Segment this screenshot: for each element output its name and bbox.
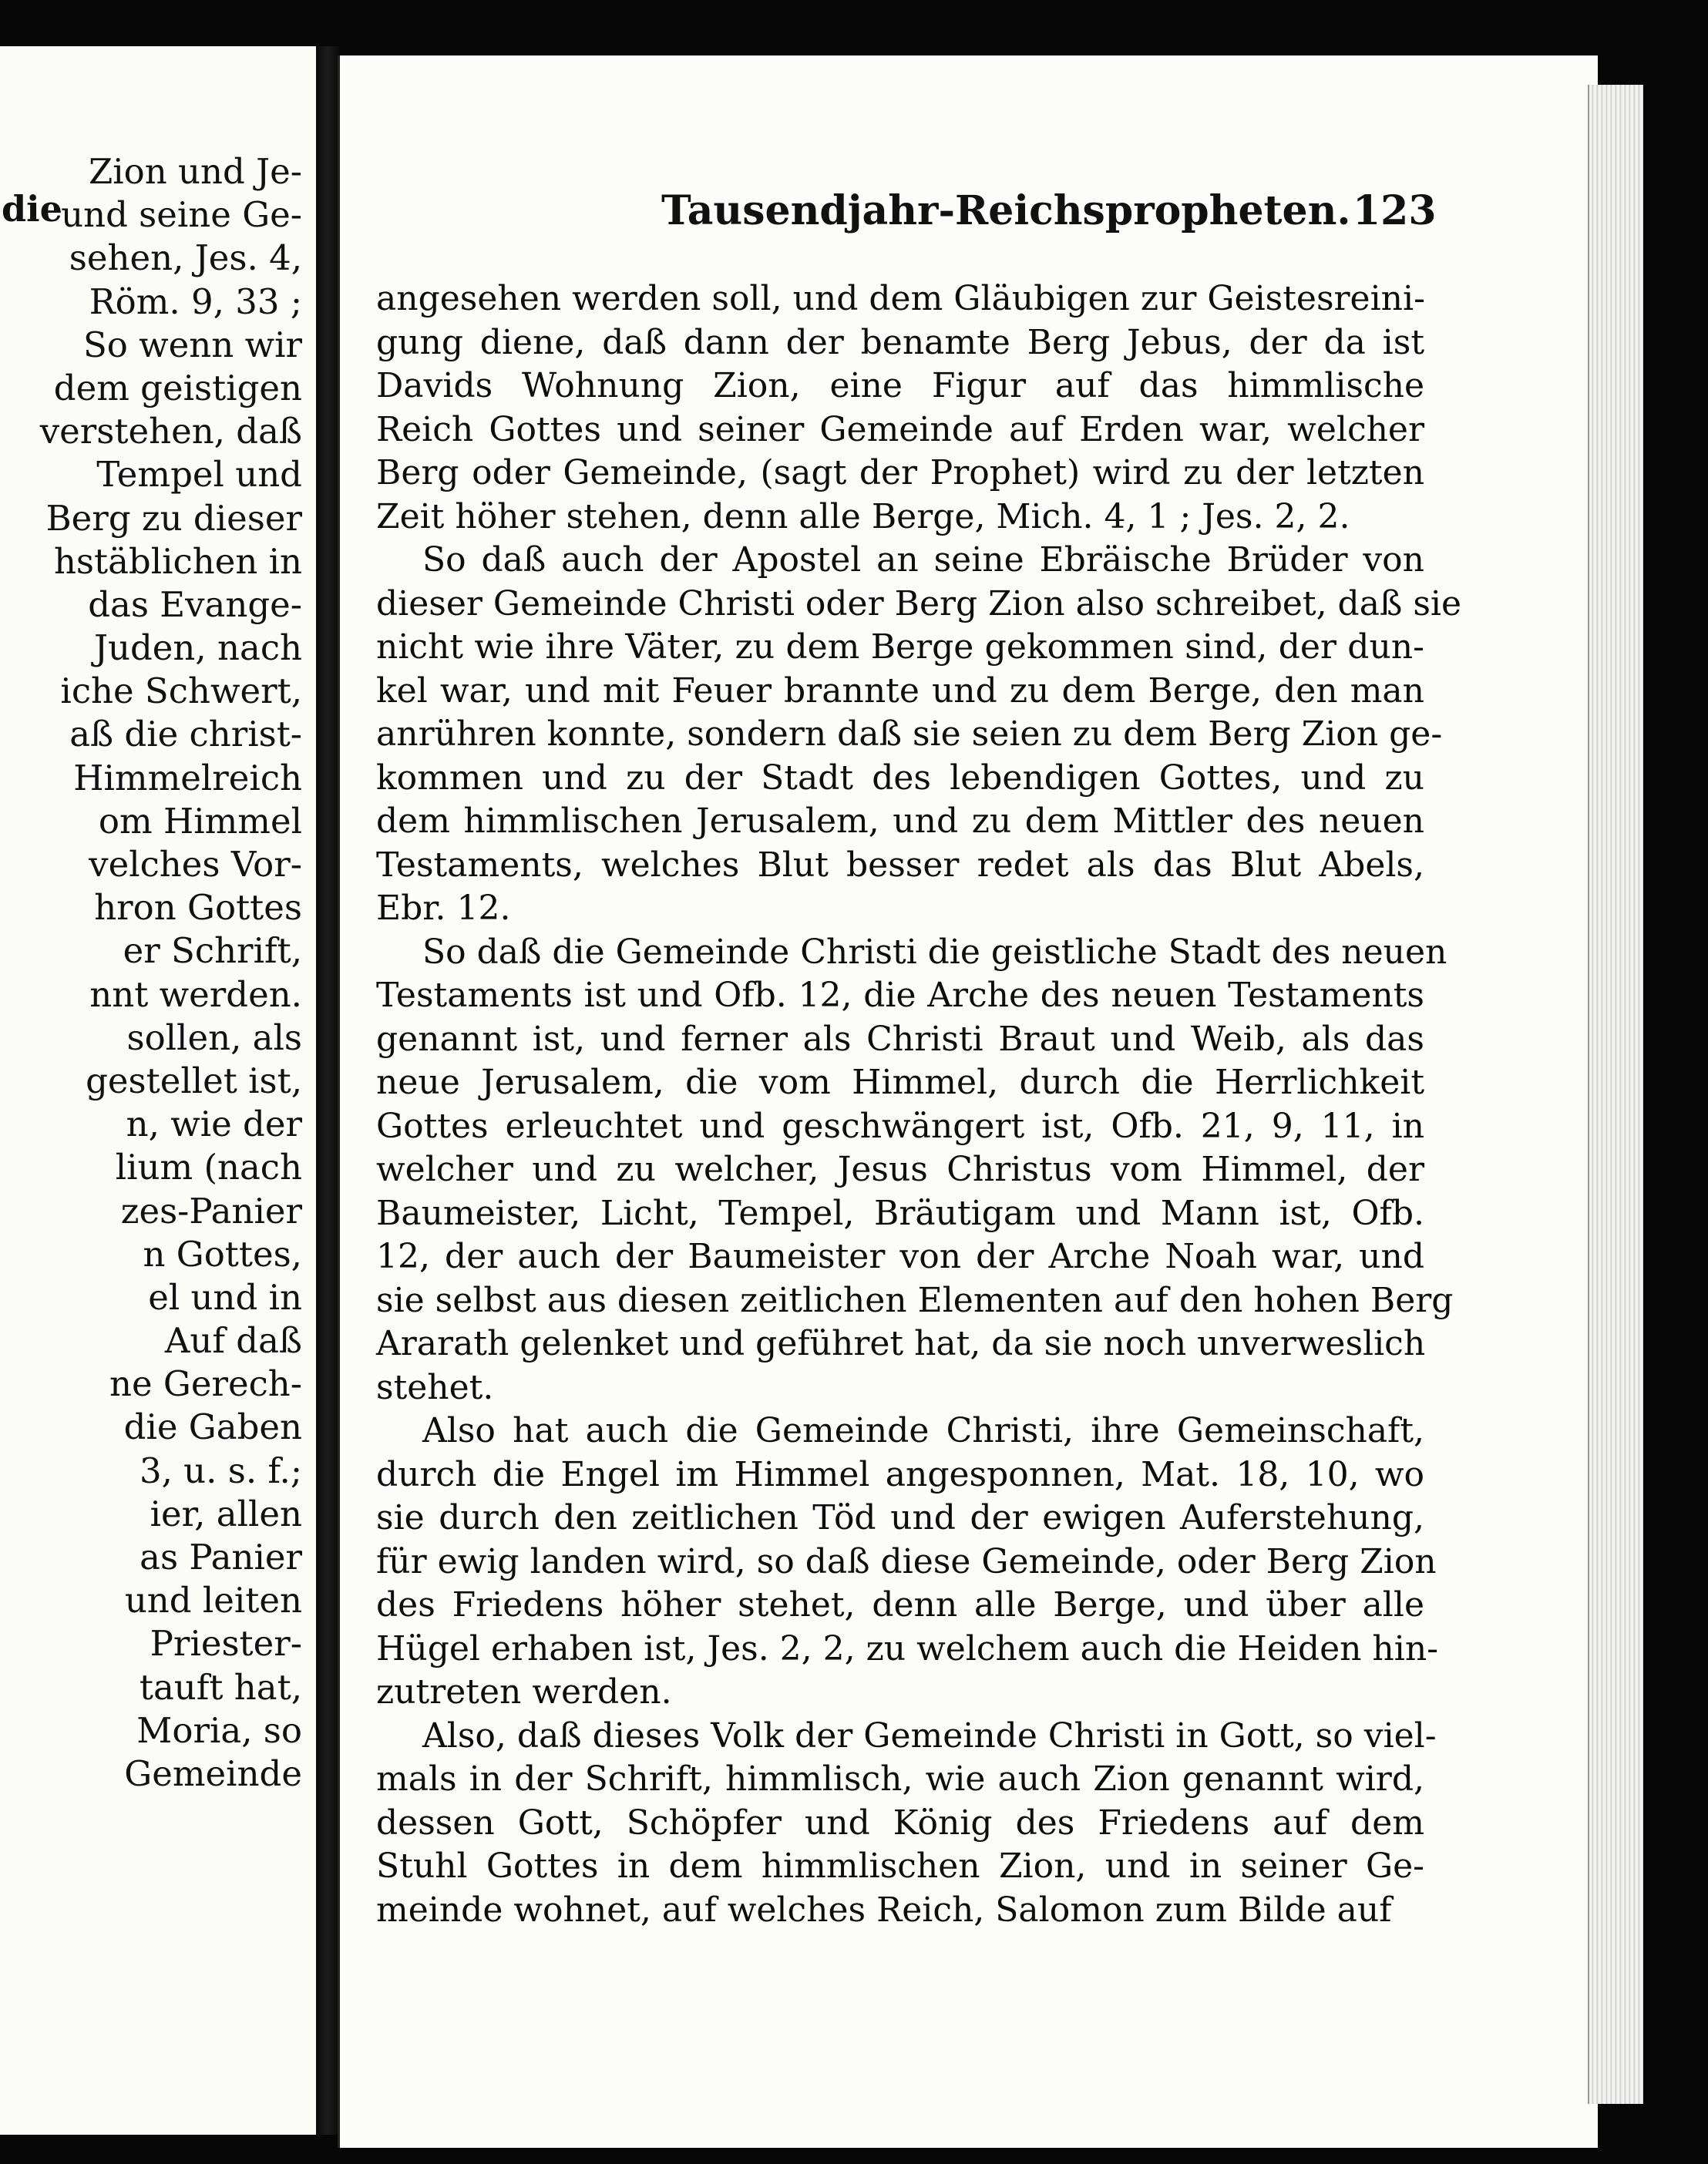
text-line: Testaments, welches Blut besser redet als das Blut Abels, [376, 845, 1424, 885]
left-page-line: er Schrift, [123, 930, 302, 972]
paragraph [376, 931, 1454, 1410]
left-page-line: n, wie der [126, 1104, 302, 1145]
text-line: Hügel erhaben ist, Jes. 2, 2, zu welchem auch die Heiden hin- [376, 1628, 1439, 1668]
left-page-line: nnt werden. [89, 973, 302, 1015]
text-line: genannt ist, und ferner als Christi Braut und Weib, als das [376, 1019, 1424, 1059]
text-line: sie selbst aus diesen zeitlichen Elementen auf den hohen Berg [376, 1280, 1454, 1320]
text-line: für ewig landen wird, so daß diese Gemeinde, oder Berg Zion [376, 1541, 1437, 1581]
text-line: So daß auch der Apostel an seine Ebräische Brüder von [422, 540, 1424, 580]
text-line: stehet. [376, 1367, 494, 1407]
left-page-line: ne Gerech- [109, 1363, 302, 1405]
left-page-line: velches Vor- [89, 844, 302, 885]
left-page-line: verstehen, daß [39, 411, 302, 452]
left-page-line: Moria, so [136, 1709, 302, 1751]
left-page-line: el und in [148, 1276, 302, 1318]
left-page-line: und leiten [124, 1580, 302, 1621]
left-page-line: Himmelreich [73, 757, 302, 798]
left-page-top-word: die [2, 188, 62, 230]
text-line: Testaments ist und Ofb. 12, die Arche des neuen Testaments [376, 976, 1424, 1015]
text-line: sie durch den zeitlichen Töd und der ewigen Auferstehung, [376, 1498, 1424, 1537]
text-line: meinde wohnet, auf welches Reich, Salomon zum Bilde auf [376, 1890, 1392, 1930]
text-line: neue Jerusalem, die vom Himmel, durch die Herrlichkeit [376, 1063, 1424, 1102]
left-page-line: gestellet ist, [86, 1060, 302, 1101]
paragraph [376, 277, 1424, 539]
text-line: zutreten werden. [376, 1672, 672, 1712]
left-page-line: lium (nach [115, 1147, 302, 1188]
text-line: durch die Engel im Himmel angesponnen, Mat. 18, 10, wo [376, 1454, 1424, 1494]
text-line: Davids Wohnung Zion, eine Figur auf das himmlische [376, 366, 1424, 405]
page-edge-stack [1588, 85, 1643, 2104]
text-line: Gottes erleuchtet und geschwängert ist, Ofb. 21, 9, 11, in [376, 1106, 1424, 1146]
book-gutter [316, 46, 339, 2135]
text-line: Also, daß dieses Volk der Gemeinde Christi in Gott, so viel- [422, 1715, 1437, 1756]
text-line: welcher und zu welcher, Jesus Christus vom Himmel, der [376, 1150, 1424, 1189]
text-line: Baumeister, Licht, Tempel, Bräutigam und Mann ist, Ofb. [376, 1193, 1424, 1233]
text-line: Ebr. 12. [376, 889, 511, 928]
left-page-line: ier, allen [150, 1493, 302, 1534]
text-line: anrühren konnte, sondern daß sie seien zu dem Berg Zion ge- [376, 714, 1443, 754]
text-line: kel war, und mit Feuer brannte und zu dem Berge, den man [376, 670, 1424, 711]
text-line: kommen und zu der Stadt des lebendigen Gottes, und zu [376, 758, 1424, 798]
left-page-line: as Panier [140, 1537, 302, 1578]
text-line: Berg oder Gemeinde, (sagt der Prophet) wird zu der letzten [376, 453, 1424, 492]
left-page-line: So wenn wir [82, 324, 302, 365]
left-page-line: Zion und Je- [89, 151, 302, 192]
text-line: Zeit höher stehen, denn alle Berge, Mich. 4, 1 ; Jes. 2, 2. [376, 496, 1350, 536]
left-page-line: Berg zu dieser [45, 497, 302, 539]
paragraph [376, 1715, 1437, 1933]
left-page-text [0, 150, 302, 1796]
left-page-line: zes-Panier [120, 1190, 302, 1232]
body-text [376, 277, 1462, 1932]
left-page-line: und seine Ge- [61, 194, 302, 236]
text-line: Ararath gelenket und geführet hat, da sie noch unverweslich [376, 1324, 1426, 1363]
text-line: So daß die Gemeinde Christi die geistliche Stadt des neuen [422, 932, 1447, 972]
text-line: nicht wie ihre Väter, zu dem Berge gekommen sind, der dun- [376, 627, 1424, 667]
text-line: angesehen werden soll, und dem Gläubigen zur Geistesreini- [376, 279, 1425, 318]
running-head: Tausendjahr-Reichspropheten. [661, 187, 1351, 234]
text-line: dessen Gott, Schöpfer und König des Friedens auf dem [376, 1803, 1424, 1843]
text-line: dieser Gemeinde Christi oder Berg Zion also schreibet, daß sie [376, 583, 1462, 623]
left-page-line: iche Schwert, [60, 670, 302, 712]
left-page-line: Priester- [150, 1623, 302, 1665]
left-page-line: Tempel und [96, 454, 302, 496]
text-line: Reich Gottes und seiner Gemeinde auf Erden war, welcher [376, 409, 1424, 449]
left-page-line: aß die christ- [69, 714, 302, 755]
left-page-line: 3, u. s. f.; [139, 1450, 302, 1491]
left-page-line: hron Gottes [94, 887, 302, 929]
left-page-line: Röm. 9, 33 ; [89, 281, 302, 322]
left-page-line: Juden, nach [93, 627, 302, 669]
text-line: des Friedens höher stehet, denn alle Berge, und über alle [376, 1585, 1424, 1625]
left-page-line: die Gaben [123, 1406, 302, 1448]
left-page-line: n Gottes, [143, 1233, 302, 1275]
left-page-line: Auf daß [164, 1320, 302, 1362]
text-line: Stuhl Gottes in dem himmlischen Zion, und in seiner Ge- [376, 1846, 1424, 1886]
page-number: 123 [1353, 187, 1437, 234]
text-line: dem himmlischen Jerusalem, und zu dem Mittler des neuen [376, 801, 1424, 841]
text-line: 12, der auch der Baumeister von der Arche Noah war, und [376, 1237, 1424, 1276]
left-page-line: Gemeinde [124, 1752, 302, 1794]
left-page-line: sollen, als [126, 1016, 302, 1058]
text-line: Also hat auch die Gemeinde Christi, ihre Gemeinschaft, [422, 1411, 1424, 1450]
left-page-line: tauft hat, [139, 1666, 302, 1708]
text-line: mals in der Schrift, himmlisch, wie auch Zion genannt wird, [376, 1759, 1424, 1799]
left-page-line: hstäblichen in [53, 540, 302, 582]
left-page-line: sehen, Jes. 4, [69, 237, 302, 279]
paragraph [376, 1410, 1439, 1715]
text-line: gung diene, daß dann der benamte Berg Jebus, der da ist [376, 322, 1424, 362]
paragraph [376, 539, 1462, 931]
left-page-line: das Evange- [88, 583, 302, 625]
left-page-line: dem geistigen [53, 367, 302, 408]
left-page-line: om Himmel [98, 800, 302, 842]
